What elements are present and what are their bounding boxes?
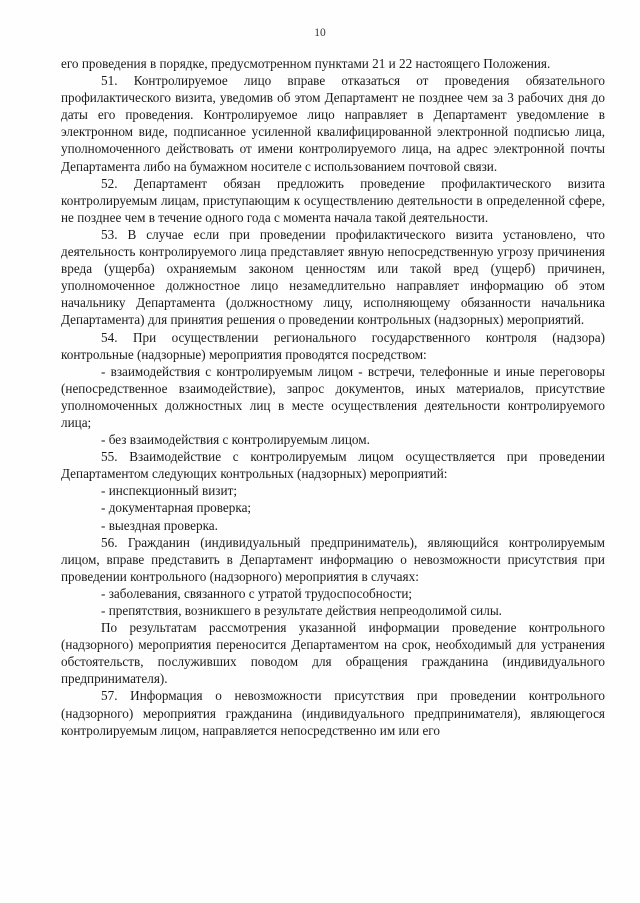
paragraph-51: 51. Контролируемое лицо вправе отказаться от проведения обязательного профилактического визита, уведомив об этом Департамент не позднее чем за 3 рабочих дня до даты его проведения. Контролируемое лицо направляет в Департамент уведомление в электронном виде, подписанное усиленной квалифицированной электронной подписью лица, уполномоченного действовать от имени контролируемого лица, на адрес электронной почты Департамента либо на бумажном носителе с использованием почтовой связи. — [61, 73, 605, 174]
list-item: - препятствия, возникшего в результате действия непреодолимой силы. — [101, 603, 502, 618]
paragraph-55: 55. Взаимодействие с контролируемым лицом осуществляется при проведении Департаментом следующих контрольных (надзорных) мероприятий: — [61, 449, 605, 482]
paragraph-56: 56. Гражданин (индивидуальный предприниматель), являющийся контролируемым лицом, вправе представить в Департамент информацию о невозможности присутствия при проведении контрольного (надзорного) мероприятия в случаях: — [61, 534, 605, 584]
paragraph-54: 54. При осуществлении регионального государственного контроля (надзора) контрольные (надзорные) мероприятия проводятся посредством: — [61, 329, 605, 362]
page-number: 10 — [314, 27, 326, 39]
list-item: - без взаимодействия с контролируемым лицом. — [101, 432, 370, 448]
list-item: - документарная проверка; — [101, 500, 252, 516]
list-item: - инспекционный визит; — [101, 483, 237, 499]
paragraph-53: 53. В случае если при проведении профилактического визита установлено, что деятельность контролируемого лица представляет явную непосредственную угрозу причинения вреда (ущерба) охраняемым законом ценностям или такой вред (ущерб) причинен, уполномоченное должностное лицо незамедлительно направляет информацию об этом начальнику Департамента (должностному лицу, исполняющему обязанности начальника Департамента) для принятия решения о проведении контрольных (надзорных) мероприятий. — [61, 226, 605, 328]
list-item: - взаимодействия с контролируемым лицом - встречи, телефонные и иные переговоры (непосредственное взаимодействие), запрос документов, иных материалов, присутствие уполномоченных должностных лиц в месте осуществления деятельности контролируемого лица; — [61, 363, 605, 430]
paragraph-56-result: По результатам рассмотрения указанной информации проведение контрольного (надзорного) мероприятия переносится Департаментом на срок, необходимый для устранения обстоятельств, послуживших поводом для обращения гражданина (индивидуального предпринимателя). — [61, 620, 605, 687]
document-body — [61, 55, 605, 739]
list-item: - выездная проверка. — [101, 517, 218, 533]
paragraph-57: 57. Информация о невозможности присутствия при проведении контрольного (надзорного) мероприятия гражданина (индивидуального предпринимателя), являющегося контролируемым лицом, направляется непосредственно им или его — [61, 688, 605, 738]
list-item: - заболевания, связанного с утратой трудоспособности; — [101, 585, 413, 601]
paragraph-continuation: его проведения в порядке, предусмотренном пунктами 21 и 22 настоящего Положения. — [61, 56, 551, 71]
paragraph-52: 52. Департамент обязан предложить проведение профилактического визита контролируемым лицам, приступающим к осуществлению деятельности в определенной сфере, не позднее чем в течение одного года с момента начала такой деятельности. — [61, 175, 605, 225]
